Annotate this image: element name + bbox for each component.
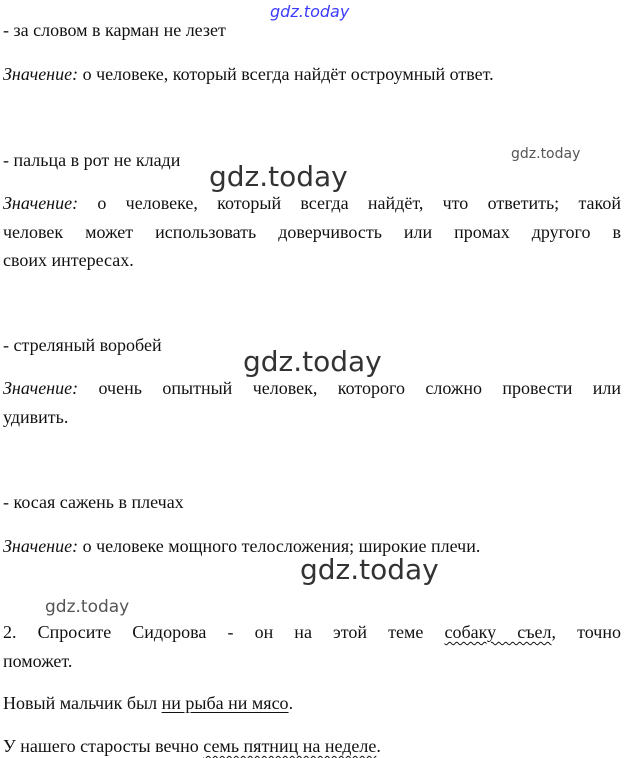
meaning-text: очень опытный человек, которого сложно провести или — [98, 378, 621, 398]
idiom-phrase: - за словом в карман не лезет — [3, 20, 226, 40]
task2-sentence-1 — [3, 622, 621, 642]
sentence-text: У нашего старосты вечно — [3, 736, 204, 756]
meaning-text: удивить. — [3, 407, 69, 427]
watermark: gdz.today — [243, 345, 382, 378]
meaning-label: Значение: — [3, 193, 79, 213]
watermark: gdz.today — [511, 146, 581, 162]
watermark: gdz.today — [300, 553, 439, 586]
sentence-text: , точно — [551, 622, 621, 642]
sentence-text: Новый мальчик был — [3, 693, 162, 713]
task2-sentence-3 — [3, 736, 381, 756]
idiom-phrase: - стреляный воробей — [3, 335, 162, 355]
watermark: gdz.today — [45, 597, 130, 617]
idiom-phrase: - пальца в рот не клади — [3, 150, 181, 170]
idiom-meaning — [3, 378, 621, 398]
idiom-underlined: семь пятниц на неделе — [203, 736, 377, 756]
idiom-underlined: собаку съел — [444, 622, 552, 642]
meaning-label: Значение: — [3, 378, 79, 398]
idiom-meaning — [3, 64, 494, 84]
idiom-phrase: - косая сажень в плечах — [3, 492, 184, 512]
meaning-text: о человеке мощного телосложения; широкие плечи. — [82, 536, 481, 556]
sentence-text: 2. Спросите Сидорова - он на этой теме — [3, 622, 445, 642]
meaning-label: Значение: — [3, 536, 79, 556]
task2-sentence-2 — [3, 693, 293, 713]
meaning-text: своих интересах. — [3, 250, 134, 270]
idiom-underlined: ни рыба ни мясо — [161, 693, 289, 713]
sentence-text: . — [376, 736, 381, 756]
meaning-text: человек может использовать доверчивость или промах другого в — [3, 222, 621, 242]
task2-sentence-1-cont: поможет. — [3, 651, 73, 671]
idiom-meaning — [3, 193, 621, 213]
meaning-label: Значение: — [3, 64, 79, 84]
watermark: gdz.today — [209, 160, 348, 193]
idiom-meaning — [3, 536, 480, 556]
sentence-text: . — [288, 693, 294, 713]
meaning-text: о человеке, который всегда найдёт остроумный ответ. — [82, 64, 494, 84]
watermark: gdz.today — [270, 2, 350, 21]
meaning-text: о человеке, который всегда найдёт, что ответить; такой — [97, 193, 622, 213]
